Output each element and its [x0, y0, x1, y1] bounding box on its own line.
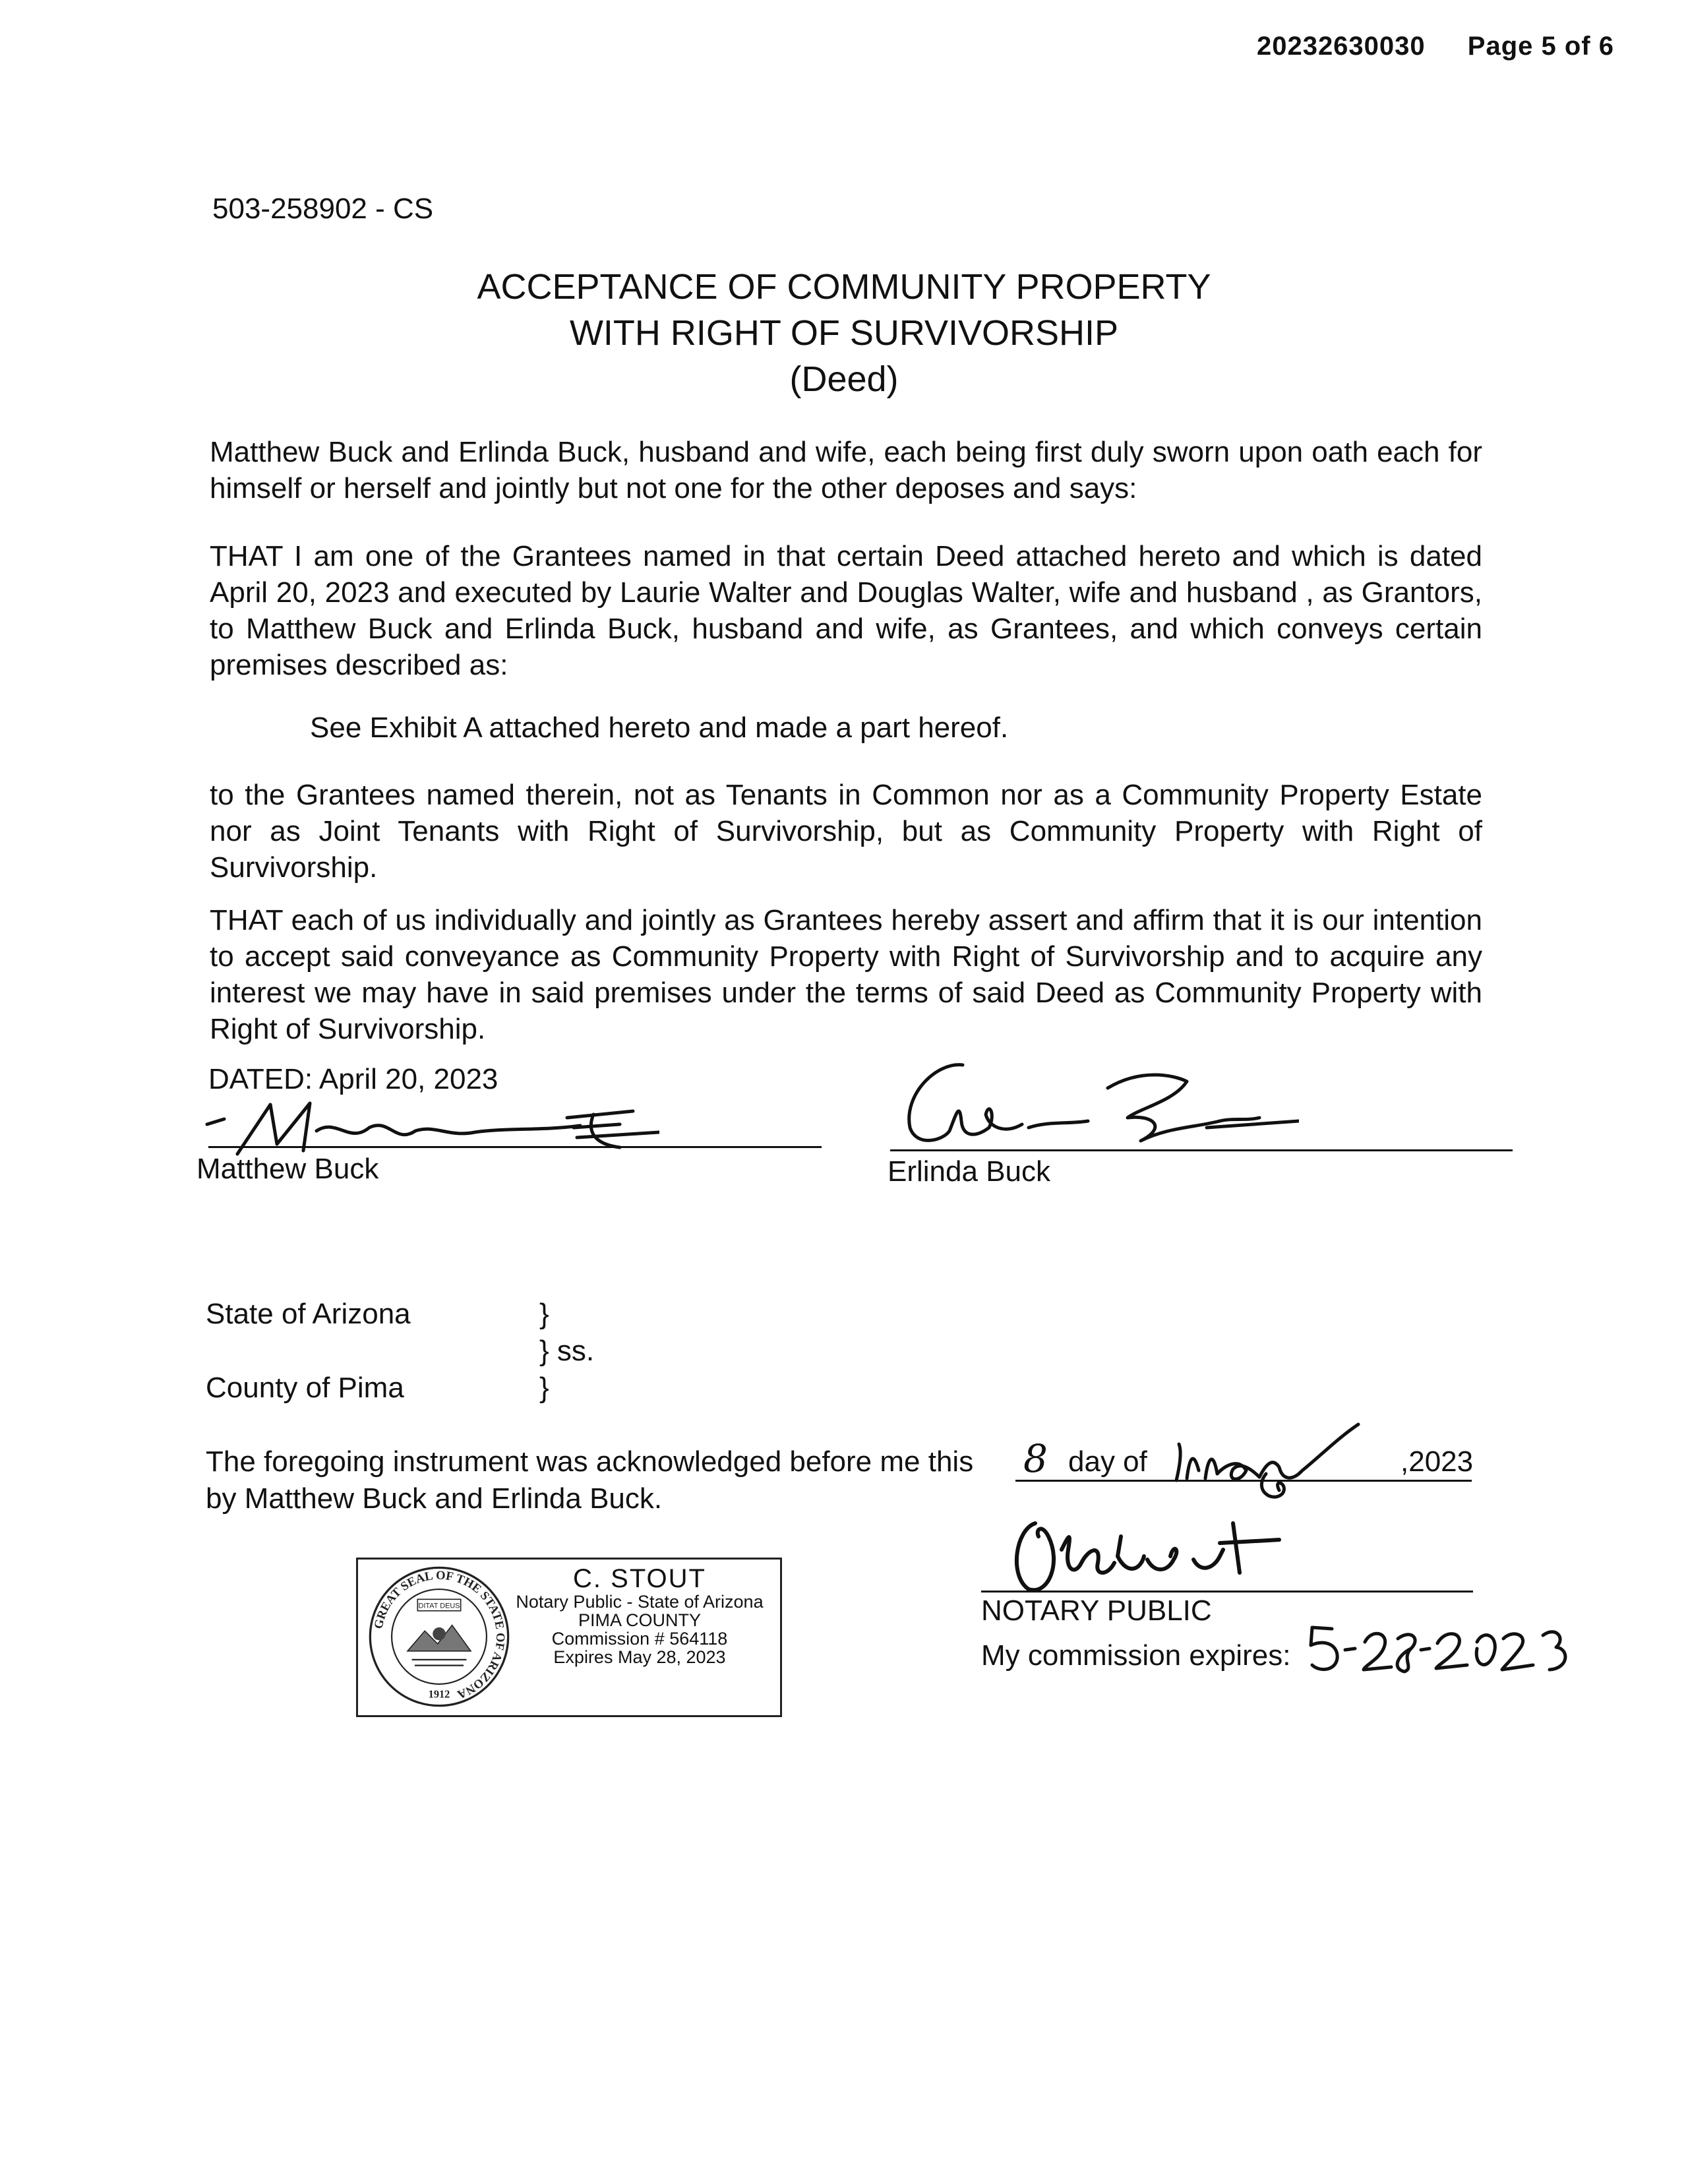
grantee-paragraph: THAT I am one of the Grantees named in that certain Deed attached hereto and which is dated April 20, 2023 and executed by Laurie Walter and Douglas Walter, wife and husband , as Grantors, to Matthew Buck and Erlinda Buck, husband and wife, as Grantees, and which conveys certain premises described as:	[210, 540, 1482, 681]
exhibit-reference: See Exhibit A attached hereto and made a part hereof.	[310, 712, 1009, 744]
stamp-line-3: Commission # 564118	[551, 1629, 728, 1649]
stamp-line-4: Expires May 28, 2023	[553, 1647, 726, 1667]
signer-name-2: Erlinda Buck	[888, 1155, 1051, 1188]
stamp-text	[504, 1565, 775, 1666]
seal-year: 1912	[428, 1687, 450, 1701]
acknowledgment-day: 8	[1023, 1436, 1048, 1481]
title-line-2: WITH RIGHT OF SURVIVORSHIP	[569, 313, 1119, 353]
acknowledgment-text	[206, 1445, 973, 1478]
stamp-line-2: PIMA COUNTY	[578, 1610, 702, 1630]
intro-paragraph: Matthew Buck and Erlinda Buck, husband and wife, each being first duly sworn upon oath each for himself or herself and jointly but not one for the other deposes and says:	[210, 436, 1482, 504]
acknowledgment-lead: The foregoing instrument was acknowledged before me this	[206, 1445, 974, 1478]
acknowledgment-year: ,2023	[1401, 1445, 1474, 1478]
signer-name-1: Matthew Buck	[196, 1153, 379, 1185]
title-line-1: ACCEPTANCE OF COMMUNITY PROPERTY	[477, 267, 1211, 307]
notary-signature-line	[981, 1591, 1473, 1592]
arizona-state-seal-icon	[367, 1565, 511, 1709]
page-number: Page 5 of 6	[1467, 32, 1614, 61]
stamp-line-1: Notary Public - State of Arizona	[516, 1592, 764, 1612]
signature-line-2	[890, 1149, 1513, 1151]
notary-signature	[1002, 1510, 1319, 1602]
recording-number: 20232630030	[1256, 32, 1426, 61]
venue-brace-ss: } ss.	[539, 1335, 595, 1367]
title-line-3: (Deed)	[789, 359, 899, 399]
seal-ring-text: GREAT SEAL OF THE STATE OF ARIZONA	[371, 1568, 508, 1702]
seal-motto: DITAT DEUS	[418, 1602, 460, 1610]
venue-state: State of Arizona	[206, 1298, 411, 1330]
notary-public-label: NOTARY PUBLIC	[981, 1594, 1212, 1627]
commission-expiry-handwritten	[1306, 1609, 1582, 1682]
tenancy-paragraph: to the Grantees named therein, not as Tenants in Common nor as a Community Property Estate nor as Joint Tenants with Right of Survivorship, but as Community Property with Right of Survivorship.	[210, 779, 1482, 884]
erlinda-buck-signature	[890, 1055, 1299, 1161]
venue-county: County of Pima	[206, 1372, 404, 1404]
venue-brace-1: }	[539, 1298, 549, 1330]
commission-expires-label: My commission expires:	[981, 1639, 1291, 1672]
document-header	[1222, 32, 1614, 61]
dated-line: DATED: April 20, 2023	[208, 1063, 498, 1095]
notary-stamp	[356, 1558, 782, 1717]
acknowledgment-signers: by Matthew Buck and Erlinda Buck.	[206, 1482, 663, 1515]
venue-brace-3: }	[539, 1372, 549, 1404]
order-reference: 503-258902 - CS	[212, 193, 434, 225]
affirmation-paragraph: THAT each of us individually and jointly as Grantees hereby assert and affirm that it is our intention to accept said conveyance as Community Property with Right of Survivorship and to acquire any interest we may have in said premises under the terms of said Deed as Community Property with Right of Survivorship.	[210, 904, 1482, 1045]
notary-name: C. STOUT	[573, 1564, 706, 1593]
signature-line-1	[208, 1146, 822, 1148]
acknowledgment-day-of: day of	[1068, 1445, 1147, 1478]
acknowledgment-month-handwritten	[1167, 1418, 1378, 1510]
